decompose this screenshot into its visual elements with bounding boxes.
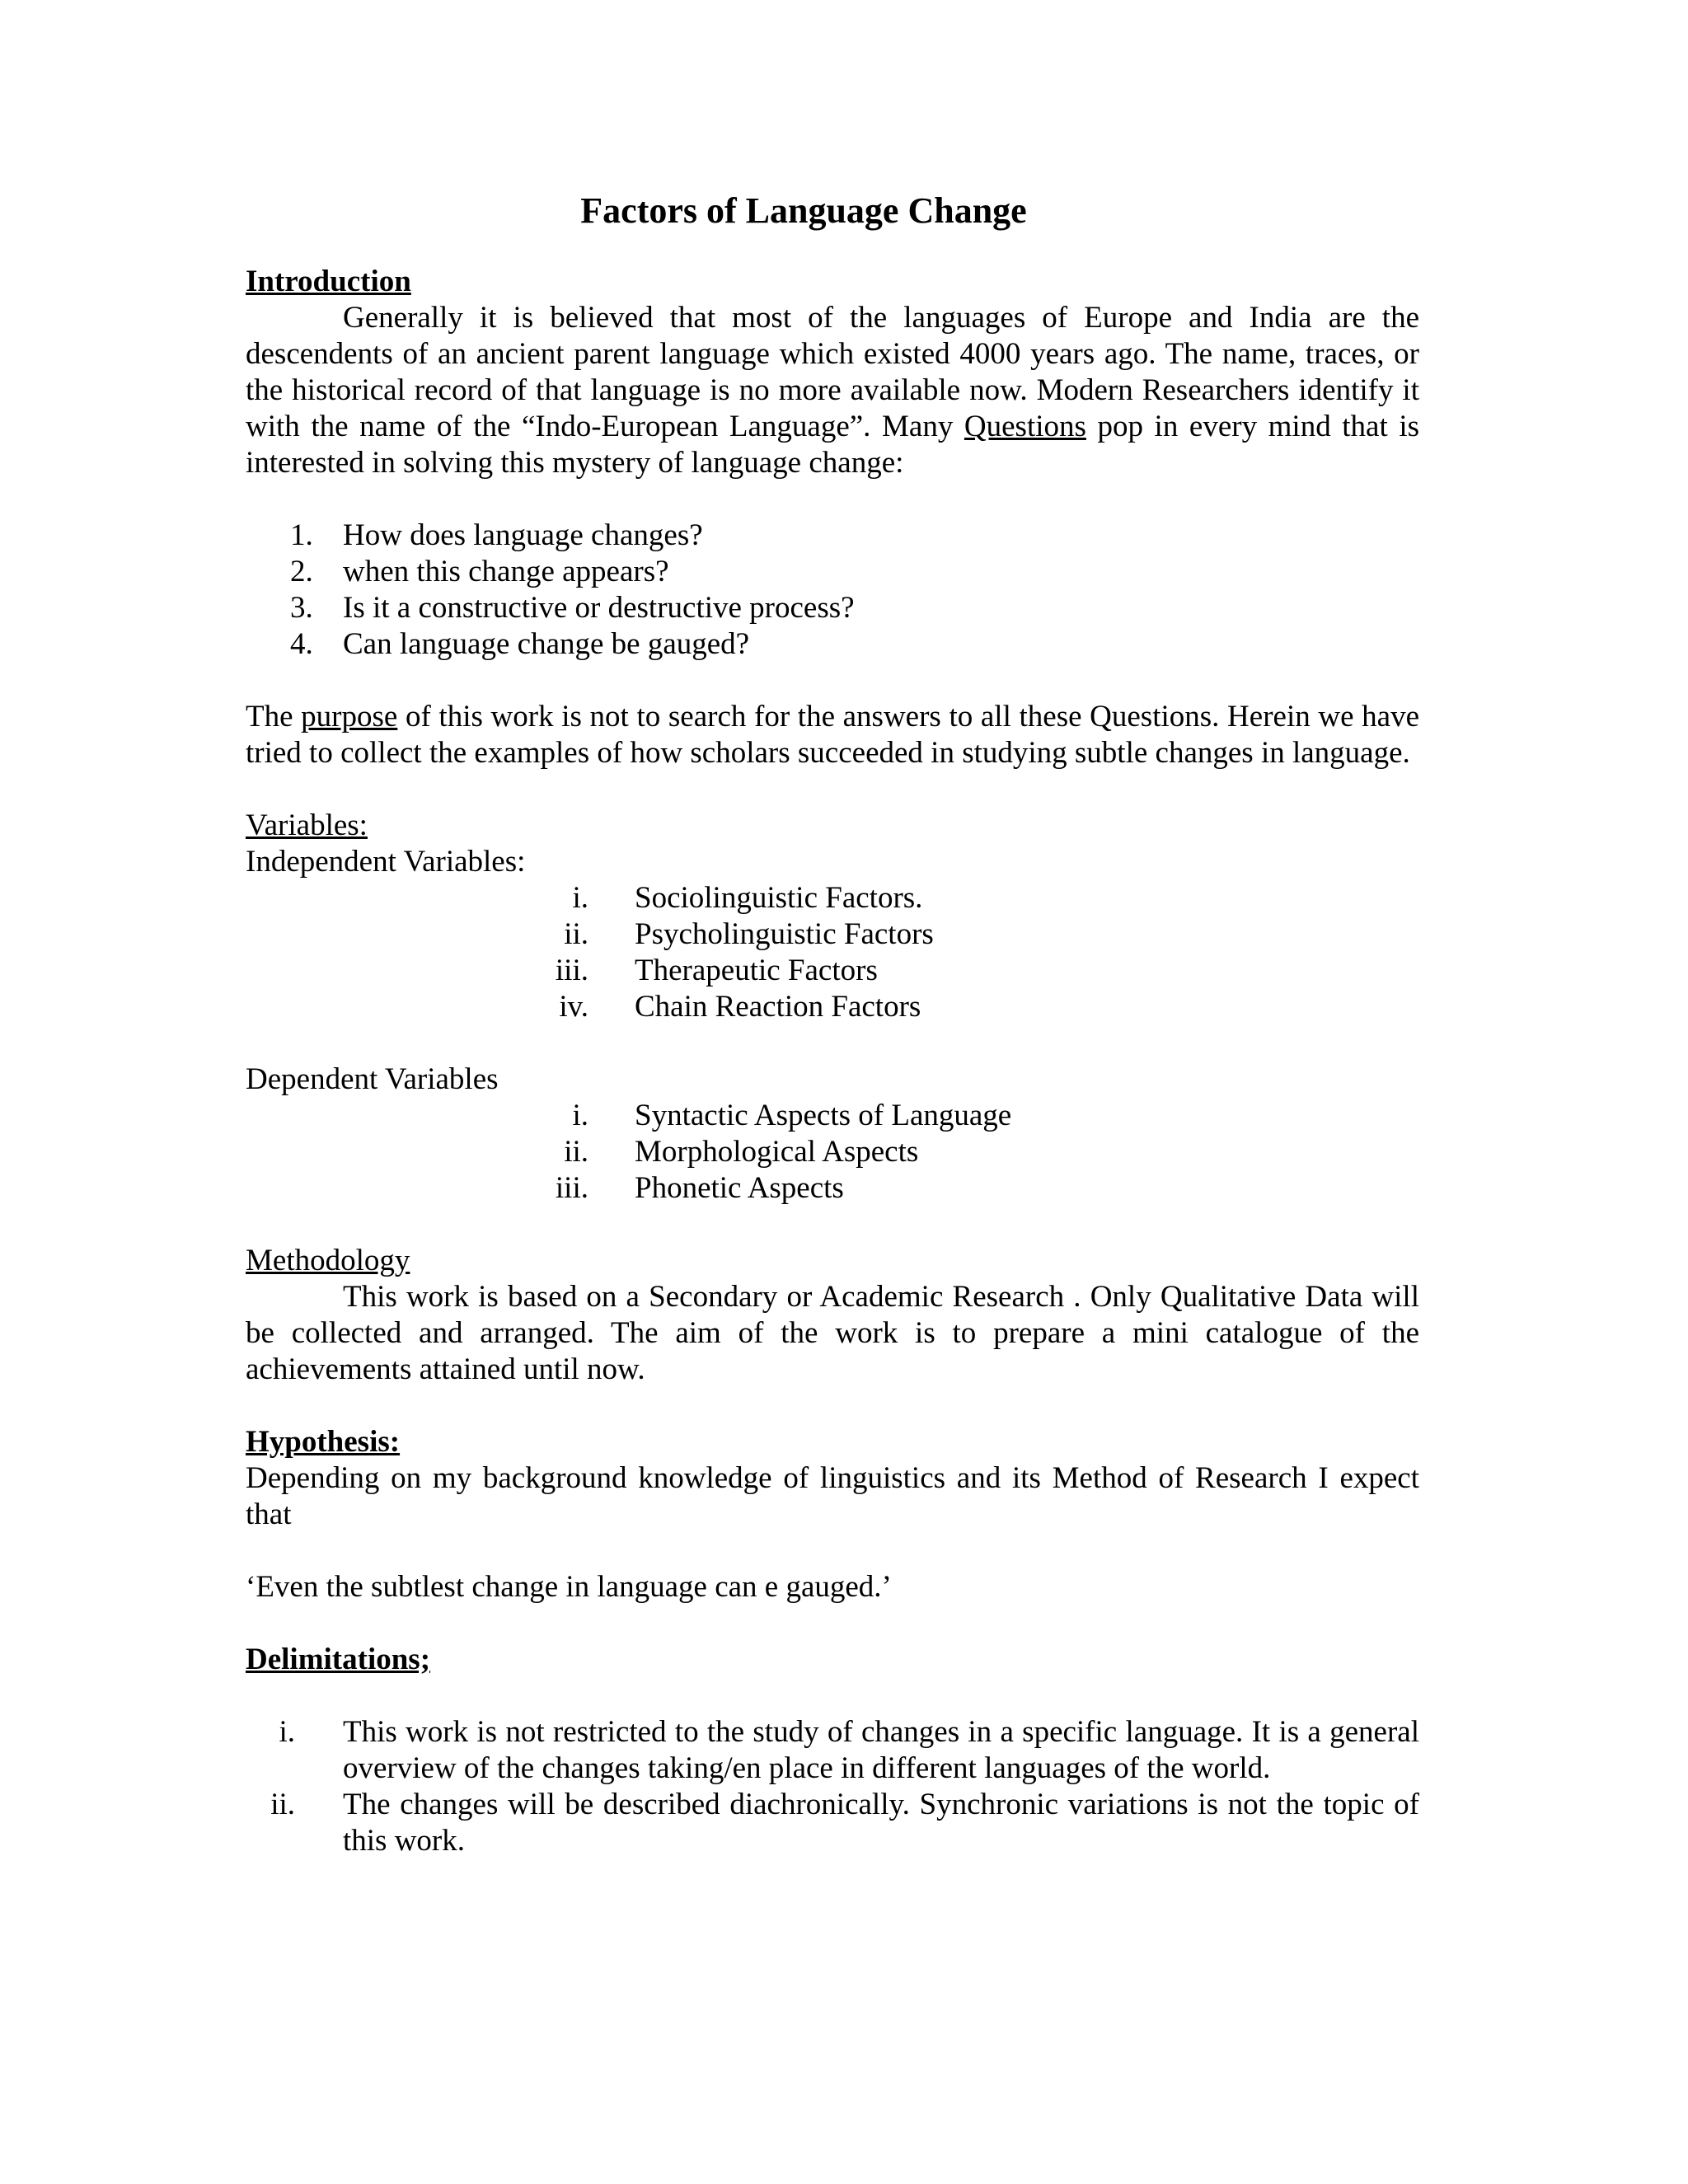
list-item [246, 953, 1419, 989]
dependent-variables-label: Dependent Variables [246, 1062, 499, 1096]
purpose-link-text: purpose [301, 700, 398, 733]
dependent-variables-list [246, 1098, 1419, 1207]
list-item-text: Therapeutic Factors [635, 954, 878, 987]
list-item [246, 989, 1419, 1025]
questions-list [246, 518, 1419, 663]
list-item-text: The changes will be described diachronically. Synchronic variations is not the topic of this work. [343, 1788, 1419, 1858]
list-item [290, 554, 1419, 590]
list-number: i. [279, 1715, 295, 1749]
list-item-text: Phonetic Aspects [635, 1171, 844, 1205]
methodology-heading: Methodology [246, 1244, 410, 1277]
list-number: iii. [555, 1171, 588, 1205]
introduction-text-2: pop in every mind that is interested in solving this mystery of language change: [246, 410, 1420, 480]
list-item-text: Chain Reaction Factors [635, 990, 921, 1024]
list-item [246, 916, 1419, 953]
purpose-text-pre: The [246, 700, 302, 733]
list-item-text: Morphological Aspects [635, 1135, 919, 1169]
independent-variables-list [246, 880, 1419, 1025]
list-item-text: Is it a constructive or destructive process? [343, 591, 855, 625]
methodology-paragraph: This work is based on a Secondary or Academic Research . Only Qualitative Data will be collected and arranged. The aim of the work is to prepare a mini catalogue of the achievements attained until now. [246, 1280, 1419, 1386]
purpose-text-post: of this work is not to search for the answers to all these Questions. Herein we have tried to collect the examples of how scholars succeeded in studying subtle changes in language. [246, 700, 1419, 770]
list-item-text: when this change appears? [343, 555, 669, 588]
hypothesis-paragraph: Depending on my background knowledge of linguistics and its Method of Research I expect that [246, 1461, 1419, 1531]
list-number: 2. [290, 555, 313, 588]
list-item [246, 1787, 1419, 1859]
delimitations-heading: Delimitations; [246, 1643, 431, 1676]
list-item-text: Sociolinguistic Factors. [635, 881, 923, 915]
list-item-text: Psycholinguistic Factors [635, 917, 934, 951]
introduction-paragraph [246, 300, 1419, 481]
list-number: 4. [290, 627, 313, 661]
list-number: 1. [290, 518, 313, 552]
hypothesis-quote: ‘Even the subtlest change in language can e gauged.’ [246, 1570, 892, 1604]
hypothesis-heading: Hypothesis: [246, 1425, 401, 1459]
introduction-heading: Introduction [246, 265, 411, 298]
list-item [290, 626, 1419, 663]
list-number: iv. [559, 990, 588, 1024]
variables-heading: Variables: [246, 808, 368, 842]
delimitations-list [246, 1714, 1419, 1859]
list-item [246, 1098, 1419, 1134]
list-item [246, 1134, 1419, 1170]
list-number: ii. [270, 1788, 295, 1821]
list-number: 3. [290, 591, 313, 625]
list-item-text: Can language change be gauged? [343, 627, 750, 661]
purpose-paragraph [246, 699, 1419, 771]
document-title: Factors of Language Change [580, 190, 1027, 231]
list-item [246, 1714, 1419, 1787]
list-number: i. [572, 1099, 588, 1132]
list-item [290, 590, 1419, 626]
list-item-text: Syntactic Aspects of Language [635, 1099, 1012, 1132]
introduction-text-1: Generally it is believed that most of the languages of Europe and India are the descendents of an ancient parent language which existed 4000 years ago. The name, traces, or the historical record of that language is no more available now. Modern Researchers identify it with the name of the “Indo-European Language”. Many [246, 301, 1419, 443]
list-item-text: How does language changes? [343, 518, 703, 552]
list-number: ii. [564, 1135, 588, 1169]
list-item-text: This work is not restricted to the study of changes in a specific language. It is a general overview of the changes taking/en place in different languages of the world. [343, 1715, 1419, 1785]
list-item [246, 880, 1419, 916]
list-number: ii. [564, 917, 588, 951]
list-number: i. [572, 881, 588, 915]
document-page [246, 190, 1419, 1859]
list-item [290, 518, 1419, 554]
independent-variables-label: Independent Variables: [246, 845, 526, 879]
list-item [246, 1170, 1419, 1207]
questions-link-text: Questions [964, 410, 1086, 443]
list-number: iii. [555, 954, 588, 987]
